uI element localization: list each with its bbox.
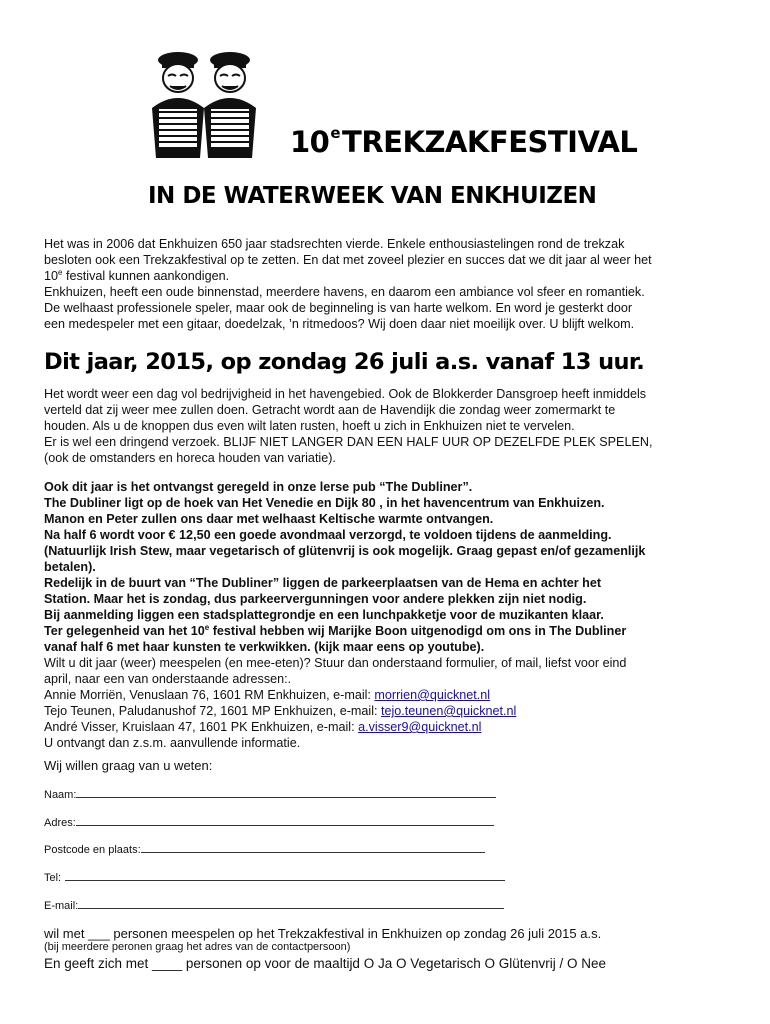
program-line: houden. Als u de knoppen dus even wilt laten rusten, hoeft u zich in Enkhuizen niet te vervelen. — [44, 419, 575, 433]
intro-sup: e — [58, 267, 63, 277]
contact-text: Annie Morriën, Venuslaan 76, 1601 RM Enkhuizen, e-mail: — [44, 688, 375, 702]
participants-line: wil met ___ personen meespelen op het Trekzakfestival in Enkhuizen op zondag 26 juli 2015 a.s. — [44, 926, 602, 941]
pub-line: Station. Maar het is zondag, dus parkeervergunningen voor andere plekken zijn niet nodig. — [44, 592, 587, 606]
form-row-adres — [44, 816, 494, 829]
intro-number: 10 — [44, 269, 59, 283]
form-label-tel: Tel: — [44, 872, 62, 884]
festival-subtitle: IN DE WATERWEEK VAN ENKHUIZEN — [148, 183, 597, 209]
date-heading: Dit jaar, 2015, op zondag 26 juli a.s. vanaf 13 uur. — [44, 349, 645, 375]
pub-line: Na half 6 wordt voor € 12,50 een goede avondmaal verzorgd, te voldoen tijdens de aanmelding. — [44, 528, 612, 542]
pub-line: (Natuurlijk Irish Stew, maar vegetarisch of glütenvrij is ook mogelijk. Graag gepast en/of gezamenlijk — [44, 544, 646, 558]
title-number: 10 — [290, 125, 330, 159]
pub-line: betalen). — [44, 560, 96, 574]
form-label-email: E-mail: — [44, 900, 79, 912]
form-intro: Wij willen graag van u weten: — [44, 758, 213, 773]
email-link-annie[interactable]: morrien@quicknet.nl — [374, 688, 491, 702]
program-line: Er is wel een dringend verzoek. BLIJF NIET LANGER DAN EEN HALF UUR OP DEZELFDE PLEK SPELEN, — [44, 435, 653, 449]
program-paragraph — [44, 386, 734, 466]
adres-field[interactable] — [76, 816, 494, 826]
pub-sup: e — [204, 622, 210, 632]
form-row-naam — [44, 788, 496, 801]
pub-text: festival hebben wij Marijke Boon uitgenodigd om ons in The Dubliner — [209, 624, 627, 638]
pub-line: Redelijk in de buurt van “The Dubliner” liggen de parkeerplaatsen van de Hema en achter het — [44, 576, 602, 590]
contact-annie — [44, 687, 734, 703]
intro-line: De welhaast professionele speler, maar ook de beginneling is van harte welkom. En word je gesterkt door — [44, 301, 633, 315]
program-line: (ook de omstanders en horeca houden van variatie). — [44, 451, 336, 465]
contact-tejo — [44, 703, 734, 719]
title-sup: e — [330, 124, 341, 142]
pub-line: Bij aanmelding liggen een stadsplattegrondje en een lunchpakketje voor de muzikanten klaar. — [44, 608, 604, 622]
meal-line: En geeft zich met ____ personen op voor de maaltijd O Ja O Vegetarisch O Glütenvrij / O Nee — [44, 956, 607, 971]
email-link-andre[interactable]: a.visser9@quicknet.nl — [358, 720, 482, 734]
program-line: Het wordt weer een dag vol bedrijvigheid in het havengebied. Ook de Blokkerder Dansgroep heeft inmiddels — [44, 387, 647, 401]
intro-line — [44, 268, 734, 284]
naam-field[interactable] — [76, 788, 496, 798]
intro-text: festival kunnen aankondigen. — [62, 269, 230, 283]
intro-line: besloten ook een Trekzakfestival op te zetten. En dat met zoveel plezier en succes dat we dit jaar al weer het — [44, 253, 652, 267]
pub-paragraph — [44, 479, 734, 751]
accordion-players-logo-icon — [138, 46, 268, 162]
title-text: TREKZAKFESTIVAL — [342, 125, 638, 159]
contact-andre — [44, 719, 734, 735]
contact-text: Tejo Teunen, Paludanushof 72, 1601 MP Enkhuizen, e-mail: — [44, 704, 381, 718]
form-label-postcode: Postcode en plaats: — [44, 844, 141, 856]
form-row-tel — [44, 871, 505, 884]
pub-text: Ter gelegenheid van het 10 — [44, 624, 205, 638]
signup-line: U ontvangt dan z.s.m. aanvullende informatie. — [44, 736, 301, 750]
program-line: verteld dat zij weer mee zullen doen. Getracht wordt aan de Havendijk die zondag weer zomermarkt te — [44, 403, 616, 417]
intro-line: Het was in 2006 dat Enkhuizen 650 jaar stadsrechten vierde. Enkele enthousiastelingen rond de trekzak — [44, 237, 625, 251]
pub-line: Manon en Peter zullen ons daar met welhaast Keltische warmte ontvangen. — [44, 512, 494, 526]
form-row-email — [44, 899, 504, 912]
intro-line: een medespeler met een gitaar, doedelzak, ’n ritmedoos? Wij doen daar niet moeilijk over. U blijft welkom. — [44, 317, 635, 331]
participants-note: (bij meerdere peronen graag het adres van de contactpersoon) — [44, 941, 351, 953]
pub-line: The Dubliner ligt op de hoek van Het Venedie en Dijk 80 , in het havencentrum van Enkhuizen. — [44, 496, 605, 510]
intro-line: Enkhuizen, heeft een oude binnenstad, meerdere havens, en daarom een ambiance vol sfeer en romantiek. — [44, 285, 645, 299]
postcode-field[interactable] — [141, 843, 485, 853]
intro-paragraph — [44, 236, 734, 332]
pub-line: Ook dit jaar is het ontvangst geregeld in onze lerse pub “The Dubliner”. — [44, 480, 473, 494]
contact-text: André Visser, Kruislaan 47, 1601 PK Enkhuizen, e-mail: — [44, 720, 359, 734]
form-row-postcode — [44, 843, 485, 856]
form-label-adres: Adres: — [44, 817, 76, 829]
tel-field[interactable] — [65, 871, 505, 881]
festival-title — [290, 124, 637, 159]
signup-line: april, naar een van onderstaande adressen:. — [44, 672, 292, 686]
email-link-tejo[interactable]: tejo.teunen@quicknet.nl — [381, 704, 517, 718]
signup-line: Wilt u dit jaar (weer) meespelen (en mee-eten)? Stuur dan onderstaand formulier, of mail, liefst voor eind — [44, 656, 627, 670]
form-label-naam: Naam: — [44, 789, 77, 801]
pub-line — [44, 623, 734, 639]
pub-line: vanaf half 6 met haar kunsten te verkwikken. (kijk maar eens op youtube). — [44, 640, 485, 654]
email-field[interactable] — [78, 899, 504, 909]
